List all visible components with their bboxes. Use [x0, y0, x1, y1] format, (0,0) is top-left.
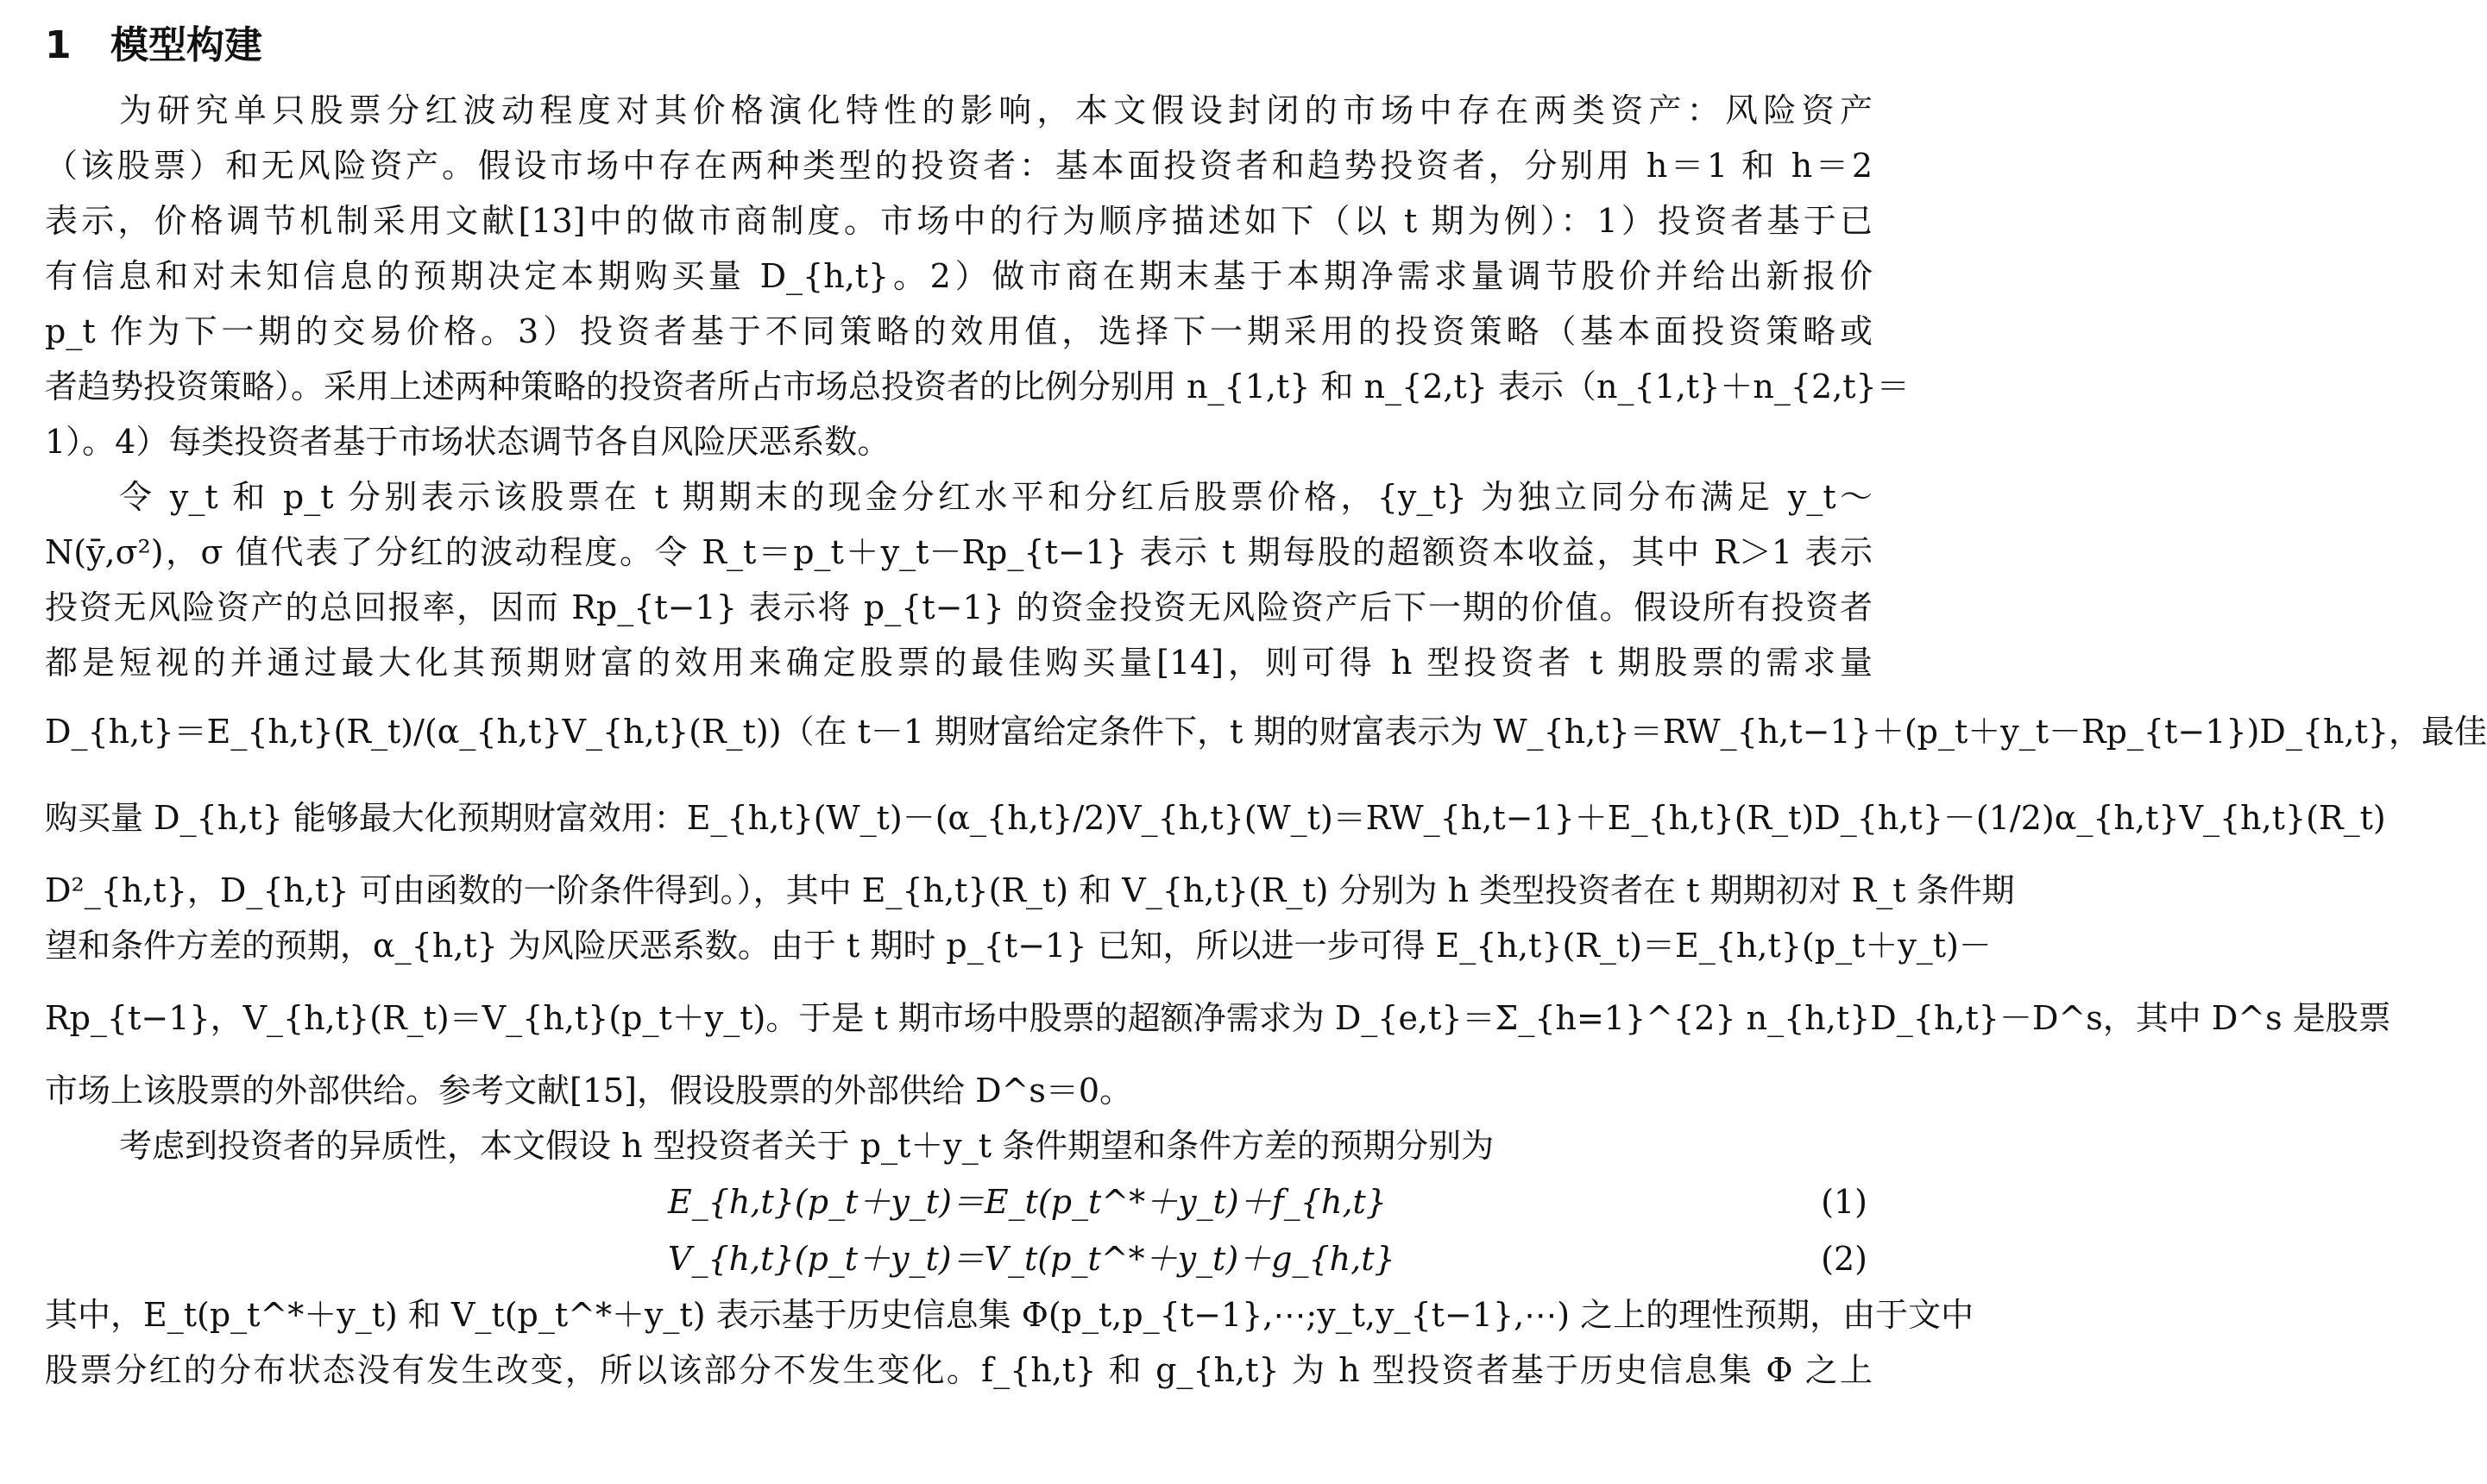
paper-page	[45, 16, 2487, 1398]
text-line-utility-formula: 购买量 D_{h,t} 能够最大化预期财富效用：E_{h,t}(W_t)－(α_{h,t}/2)V_{h,t}(W_t)＝RW_{h,t−1}＋E_{h,t}(R_t)D_{h,t}－(1/2)α_{h,t}V_{h,t}(R_t)	[45, 799, 2386, 837]
paragraph-closing	[45, 1287, 1974, 1398]
text-line: D²_{h,t}，D_{h,t} 可由函数的一阶条件得到。），其中 E_{h,t}(R_t) 和 V_{h,t}(R_t) 分别为 h 类型投资者在 t 期期初对 R_t 条件期	[45, 871, 2015, 909]
text-line: N(ȳ,σ²)，σ 值代表了分红的波动程度。令 R_t＝p_t＋y_t－Rp_{t−1} 表示 t 期每股的超额资本收益，其中 R＞1 表示	[45, 533, 1873, 571]
section-title: 模型构建	[110, 23, 262, 67]
text-line: 其中，E_t(p_t^*＋y_t) 和 V_t(p_t^*＋y_t) 表示基于历史信息集 Φ(p_t,p_{t−1},⋯;y_t,y_{t−1},⋯) 之上的理性预期，由于文中	[45, 1296, 1974, 1334]
paragraph-demand	[45, 469, 2487, 1118]
text-line: （该股票）和无风险资产。假设市场中存在两种类型的投资者：基本面投资者和趋势投资者，分别用 h＝1 和 h＝2	[45, 147, 1873, 185]
equation-number: (2)	[1821, 1240, 1867, 1278]
text-line: p_t 作为下一期的交易价格。3）投资者基于不同策略的效用值，选择下一期采用的投资策略（基本面投资策略或	[45, 312, 1873, 350]
equation-number: (1)	[1821, 1183, 1867, 1221]
paragraph-heterogeneity	[45, 1118, 1873, 1173]
section-heading	[45, 16, 1873, 76]
text-line: 都是短视的并通过最大化其预期财富的效用来确定股票的最佳购买量[14]，则可得 h 型投资者 t 期股票的需求量	[45, 644, 1873, 682]
equation-body: E_{h,t}(p_t＋y_t)＝E_t(p_t^*＋y_t)＋f_{h,t}	[668, 1183, 1387, 1221]
text-line: 令 y_t 和 p_t 分别表示该股票在 t 期期末的现金分红水平和分红后股票价格，{y_t} 为独立同分布满足 y_t～	[119, 478, 1873, 516]
text-line: 者趋势投资策略）。采用上述两种策略的投资者所占市场总投资者的比例分别用 n_{1,t} 和 n_{2,t} 表示（n_{1,t}＋n_{2,t}＝	[45, 368, 1910, 406]
text-line: 市场上该股票的外部供给。参考文献[15]，假设股票的外部供给 D^s＝0。	[45, 1072, 1133, 1110]
text-line-sum-formula: Rp_{t−1}，V_{h,t}(R_t)＝V_{h,t}(p_t＋y_t)。于是 t 期市场中股票的超额净需求为 D_{e,t}＝Σ_{h=1}^{2} n_{h,t}D_{h,t}－D^s，其中 D^s 是股票	[45, 999, 2391, 1037]
text-line: 望和条件方差的预期，α_{h,t} 为风险厌恶系数。由于 t 期时 p_{t−1} 已知，所以进一步可得 E_{h,t}(R_t)＝E_{h,t}(p_t＋y_t)－	[45, 927, 1992, 965]
text-line: 为研究单只股票分红波动程度对其价格演化特性的影响，本文假设封闭的市场中存在两类资产：风险资产	[119, 91, 1873, 129]
text-line: 有信息和对未知信息的预期决定本期购买量 D_{h,t}。2）做市商在期末基于本期净需求量调节股价并给出新报价	[45, 257, 1873, 295]
equation-2	[45, 1230, 1873, 1287]
equation-1	[45, 1173, 1873, 1230]
paragraph-model-setup	[45, 83, 1910, 469]
text-line: 考虑到投资者的异质性，本文假设 h 型投资者关于 p_t＋y_t 条件期望和条件方差的预期分别为	[119, 1127, 1495, 1165]
text-line: 表示，价格调节机制采用文献[13]中的做市商制度。市场中的行为顺序描述如下（以 t 期为例）：1）投资者基于已	[45, 202, 1873, 240]
equation-body: V_{h,t}(p_t＋y_t)＝V_t(p_t^*＋y_t)＋g_{h,t}	[668, 1240, 1395, 1278]
section-number: 1	[45, 23, 72, 67]
text-line: 1）。4）每类投资者基于市场状态调节各自风险厌恶系数。	[45, 423, 891, 461]
text-line: 投资无风险资产的总回报率，因而 Rp_{t−1} 表示将 p_{t−1} 的资金投资无风险资产后下一期的价值。假设所有投资者	[45, 588, 1873, 626]
text-line: 股票分红的分布状态没有发生改变，所以该部分不发生变化。f_{h,t} 和 g_{h,t} 为 h 型投资者基于历史信息集 Φ 之上	[45, 1351, 1873, 1389]
text-line-demand-formula: D_{h,t}＝E_{h,t}(R_t)/(α_{h,t}V_{h,t}(R_t))（在 t－1 期财富给定条件下，t 期的财富表示为 W_{h,t}＝RW_{h,t−1}＋(p_t＋y_t－Rp_{t−1})D_{h,t}，最佳	[45, 713, 2487, 751]
